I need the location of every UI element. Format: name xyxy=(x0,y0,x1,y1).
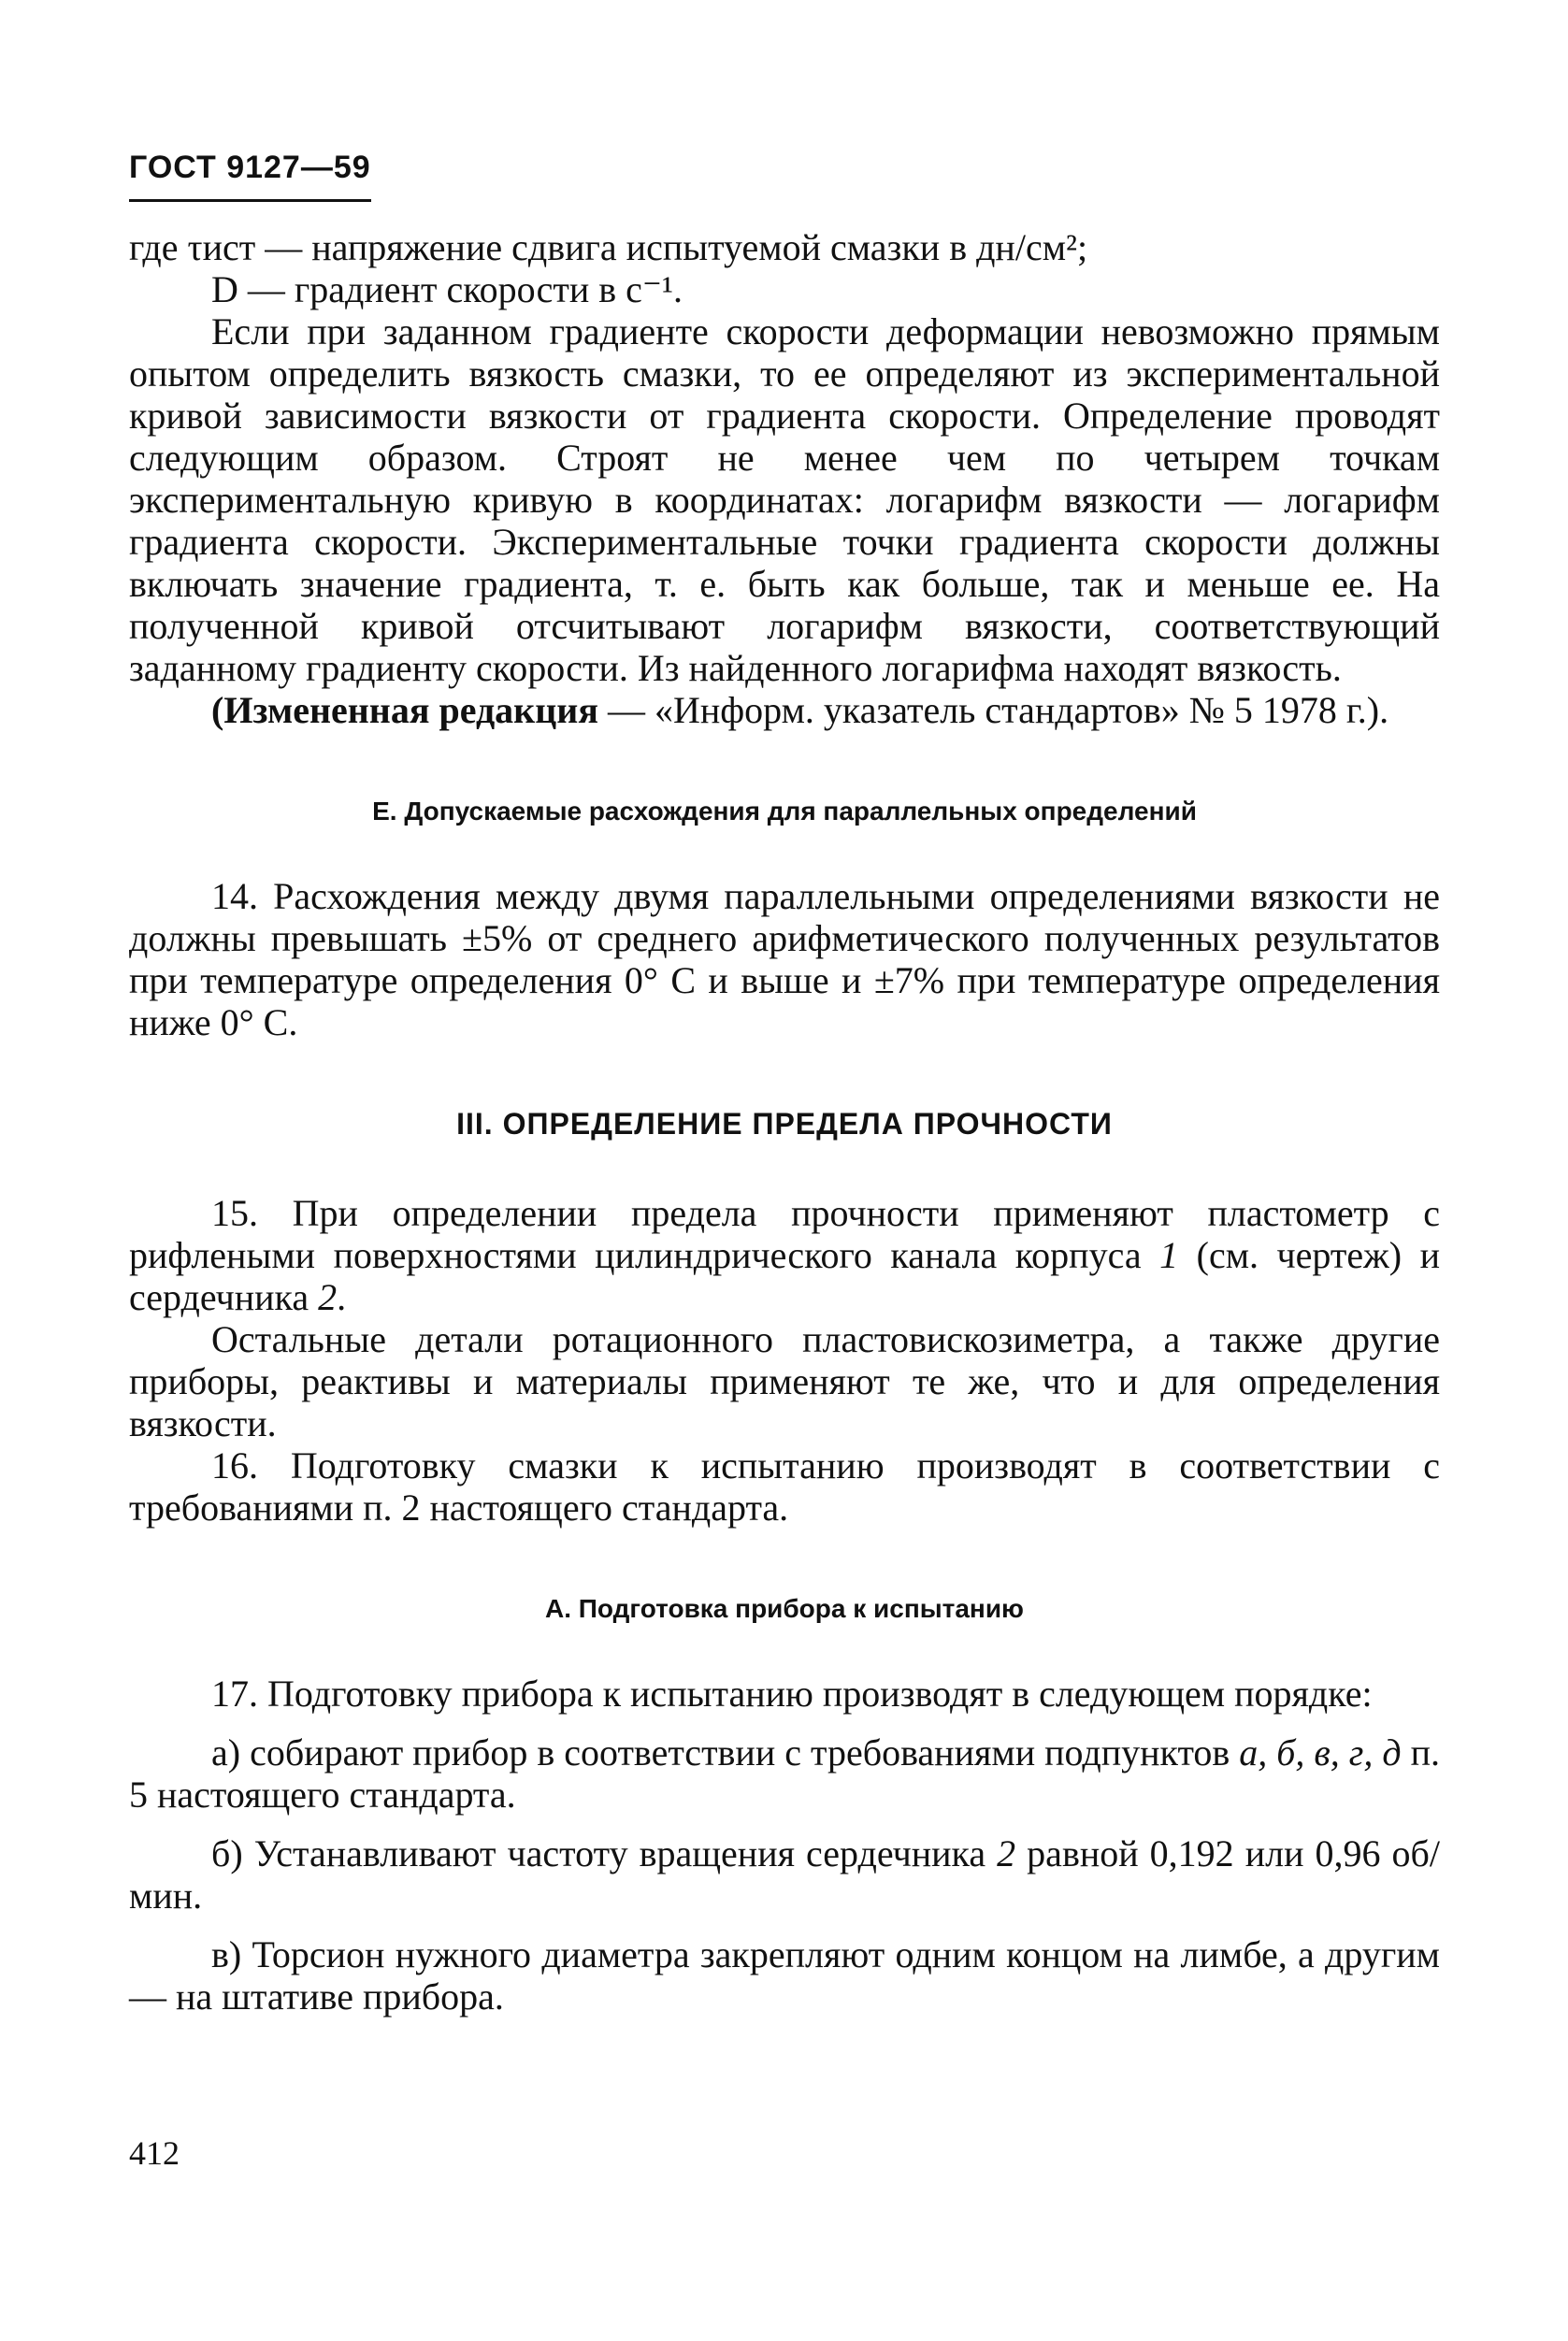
paragraph-15-text-1: 15. При определении предела прочности применяют пластометр с рифлеными поверхностями цилиндрического канала корпуса xyxy=(129,1192,1440,1276)
paragraph-15-text-2: (см. чертеж) и сердечника xyxy=(129,1234,1440,1318)
list-item-b-ref: 2 xyxy=(997,1832,1016,1874)
paragraph-15-text-3: . xyxy=(337,1276,347,1318)
document-page xyxy=(129,150,1440,2018)
paragraph-14: 14. Расхождения между двумя параллельными определениями вязкости не должны превышать ±5% от среднего арифметического полученных результатов при температуре определения 0° С и выше и ±7% при температуре определения ниже 0° С. xyxy=(129,875,1440,1043)
section-title-a: А. Подготовка прибора к испытанию xyxy=(545,1594,1024,1623)
document-header: ГОСТ 9127—59 xyxy=(129,150,371,202)
section-title-iii: III. ОПРЕДЕЛЕНИЕ ПРЕДЕЛА ПРОЧНОСТИ xyxy=(456,1107,1113,1141)
section-title-e: Е. Допускаемые расхождения для параллельных определений xyxy=(372,797,1197,826)
paragraph-viscosity-curve: Если при заданном градиенте скорости деформации невозможно прямым опытом определить вязкость смазки, то ее определяют из экспериментальной кривой зависимости вязкости от градиента скорости. Определение проводят следующим образом. Строят не менее чем по четырем точкам экспериментальную кривую в координатах: логарифм вязкости — логарифм градиента скорости. Экспериментальные точки градиента скорости должны включать значение градиента, т. е. быть как больше, так и меньше ее. На полученной кривой отсчитывают логарифм вязкости, соответствующий заданному градиенту скорости. Из найденного логарифма находят вязкость. xyxy=(129,310,1440,689)
paragraph-other-parts: Остальные детали ротационного пластовискозиметра, а также другие приборы, реактивы и материалы применяют те же, что и для определения вязкости. xyxy=(129,1318,1440,1444)
revision-note-rest: — «Информ. указатель стандартов» № 5 1978 г.). xyxy=(597,689,1389,731)
list-item-b-text-1: б) Устанавливают частоту вращения сердечника xyxy=(211,1832,998,1874)
paragraph-17: 17. Подготовку прибора к испытанию производят в следующем порядке: xyxy=(211,1673,1373,1715)
list-item-b xyxy=(129,1832,1440,1917)
page-number: 412 xyxy=(129,2134,180,2172)
paragraph-16: 16. Подготовку смазки к испытанию производят в соответствии с требованиями п. 2 настоящего стандарта. xyxy=(129,1444,1440,1529)
list-item-a-refs: а, б, в, г, д xyxy=(1239,1731,1402,1774)
list-item-b-text-2: равной 0,192 или 0,96 об/мин. xyxy=(129,1832,1440,1917)
paragraph-15-ref-1: 1 xyxy=(1159,1234,1179,1276)
revision-note xyxy=(129,689,1440,731)
revision-note-bold: (Измененная редакция xyxy=(211,689,598,731)
formula-description-line-1: где τист — напряжение сдвига испытуемой смазки в дн/см²; xyxy=(129,226,1088,268)
list-item-a-text-2: п. 5 настоящего стандарта. xyxy=(129,1731,1441,1816)
list-item-a xyxy=(129,1731,1440,1816)
list-item-v: в) Торсион нужного диаметра закрепляют одним концом на лимбе, а другим — на штативе прибора. xyxy=(129,1933,1440,2018)
paragraph-15-ref-2: 2 xyxy=(318,1276,338,1318)
paragraph-15 xyxy=(129,1192,1440,1318)
list-item-a-text-1: а) собирают прибор в соответствии с требованиями подпунктов xyxy=(211,1731,1240,1774)
formula-description-line-2: D — градиент скорости в с⁻¹. xyxy=(211,268,683,310)
